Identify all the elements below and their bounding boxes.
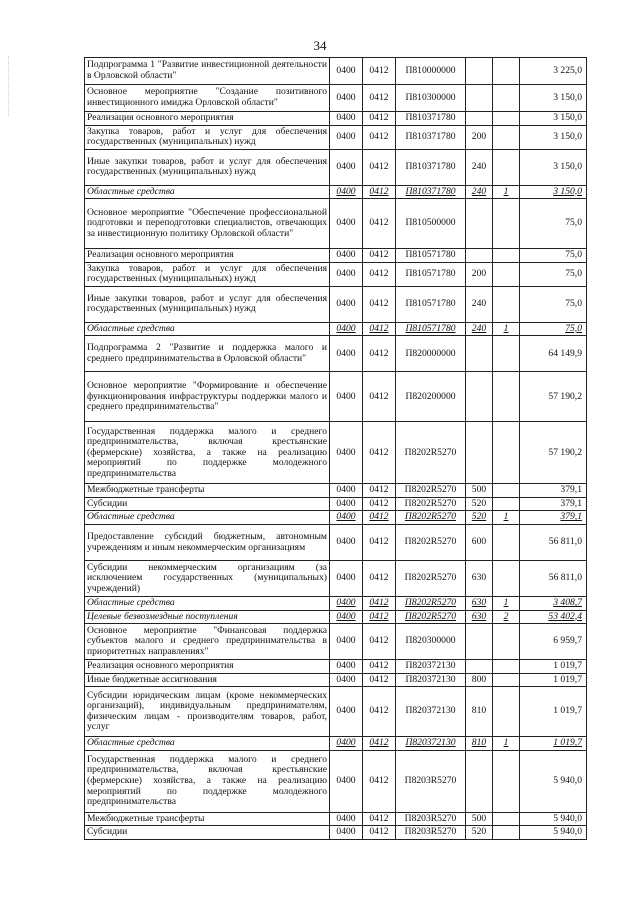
row-expense-type: 520 <box>466 511 493 525</box>
row-amount: 53 402,4 <box>520 610 587 624</box>
row-name: Реализация основного мероприятия <box>85 112 330 126</box>
row-section-code: 0400 <box>330 597 363 611</box>
row-section-code: 0400 <box>330 85 363 112</box>
row-target-article: П820372130 <box>396 660 466 674</box>
row-funding-source <box>493 125 520 149</box>
row-amount: 5 940,0 <box>520 826 587 840</box>
row-target-article: П8202R5270 <box>396 422 466 484</box>
row-funding-source <box>493 624 520 660</box>
row-amount: 3 150,0 <box>520 185 587 199</box>
row-expense-type: 520 <box>466 497 493 511</box>
row-amount: 379,1 <box>520 497 587 511</box>
row-name: Областные средства <box>85 185 330 199</box>
row-name: Подпрограмма 1 "Развитие инвестиционной деятельности в Орловской области" <box>85 58 330 85</box>
row-funding-source <box>493 336 520 372</box>
row-amount: 75,0 <box>520 262 587 286</box>
row-subsection-code: 0412 <box>363 484 396 498</box>
row-section-code: 0400 <box>330 249 363 263</box>
row-amount: 75,0 <box>520 249 587 263</box>
row-subsection-code: 0412 <box>363 624 396 660</box>
row-name: Областные средства <box>85 737 330 751</box>
row-amount: 379,1 <box>520 484 587 498</box>
table-row <box>85 673 587 687</box>
row-name: Субсидии <box>85 497 330 511</box>
row-subsection-code: 0412 <box>363 812 396 826</box>
row-expense-type: 500 <box>466 484 493 498</box>
row-funding-source <box>493 58 520 85</box>
row-funding-source <box>493 673 520 687</box>
row-funding-source: 1 <box>493 511 520 525</box>
row-target-article: П8202R5270 <box>396 511 466 525</box>
row-section-code: 0400 <box>330 322 363 336</box>
row-subsection-code: 0412 <box>363 497 396 511</box>
row-amount: 1 019,7 <box>520 687 587 737</box>
row-funding-source: 1 <box>493 737 520 751</box>
row-target-article: П810571780 <box>396 249 466 263</box>
row-target-article: П810571780 <box>396 322 466 336</box>
row-subsection-code: 0412 <box>363 422 396 484</box>
row-target-article: П810500000 <box>396 199 466 249</box>
row-name: Иные бюджетные ассигнования <box>85 673 330 687</box>
row-amount: 6 959,7 <box>520 624 587 660</box>
row-target-article: П8202R5270 <box>396 610 466 624</box>
table-row <box>85 750 587 812</box>
table-row <box>85 660 587 674</box>
row-expense-type: 630 <box>466 597 493 611</box>
row-section-code: 0400 <box>330 199 363 249</box>
row-amount: 75,0 <box>520 199 587 249</box>
row-funding-source <box>493 249 520 263</box>
budget-table-body <box>85 58 587 840</box>
row-amount: 379,1 <box>520 511 587 525</box>
table-row <box>85 624 587 660</box>
row-amount: 5 940,0 <box>520 750 587 812</box>
row-amount: 64 149,9 <box>520 336 587 372</box>
table-row <box>85 687 587 737</box>
row-expense-type <box>466 112 493 126</box>
row-target-article: П810371780 <box>396 112 466 126</box>
row-section-code: 0400 <box>330 112 363 126</box>
row-amount: 3 225,0 <box>520 58 587 85</box>
table-row <box>85 199 587 249</box>
row-expense-type <box>466 249 493 263</box>
row-target-article: П8203R5270 <box>396 812 466 826</box>
row-amount: 1 019,7 <box>520 673 587 687</box>
row-expense-type: 810 <box>466 687 493 737</box>
row-subsection-code: 0412 <box>363 336 396 372</box>
row-name: Государственная поддержка малого и среднего предпринимательства, включая крестьянские (фермерские) хозяйства, а также на реализацию мероприятий по поддержке молодежного предпринимательства <box>85 750 330 812</box>
row-subsection-code: 0412 <box>363 372 396 422</box>
row-expense-type <box>466 624 493 660</box>
row-target-article: П820000000 <box>396 336 466 372</box>
row-name: Предоставление субсидий бюджетным, автономным учреждениям и иным некоммерческим организациям <box>85 525 330 561</box>
row-funding-source: 1 <box>493 322 520 336</box>
row-funding-source <box>493 525 520 561</box>
row-amount: 3 150,0 <box>520 125 587 149</box>
row-expense-type: 240 <box>466 185 493 199</box>
row-amount: 57 190,2 <box>520 422 587 484</box>
row-amount: 56 811,0 <box>520 561 587 597</box>
row-funding-source <box>493 262 520 286</box>
row-funding-source <box>493 112 520 126</box>
row-subsection-code: 0412 <box>363 112 396 126</box>
row-section-code: 0400 <box>330 660 363 674</box>
row-name: Субсидии юридическим лицам (кроме некоммерческих организаций), индивидуальным предпринимателям, физическим лицам - производителям товаров, работ, услуг <box>85 687 330 737</box>
row-section-code: 0400 <box>330 422 363 484</box>
table-row <box>85 185 587 199</box>
row-section-code: 0400 <box>330 149 363 185</box>
table-row <box>85 525 587 561</box>
row-subsection-code: 0412 <box>363 511 396 525</box>
row-subsection-code: 0412 <box>363 673 396 687</box>
row-target-article: П8203R5270 <box>396 750 466 812</box>
row-expense-type <box>466 199 493 249</box>
row-target-article: П810371780 <box>396 185 466 199</box>
row-subsection-code: 0412 <box>363 286 396 322</box>
row-funding-source: 1 <box>493 185 520 199</box>
row-funding-source <box>493 422 520 484</box>
row-name: Закупка товаров, работ и услуг для обеспечения государственных (муниципальных) нужд <box>85 262 330 286</box>
row-section-code: 0400 <box>330 525 363 561</box>
row-expense-type: 200 <box>466 125 493 149</box>
row-section-code: 0400 <box>330 750 363 812</box>
row-section-code: 0400 <box>330 286 363 322</box>
row-name: Областные средства <box>85 511 330 525</box>
table-row <box>85 112 587 126</box>
row-name: Реализация основного мероприятия <box>85 249 330 263</box>
table-row <box>85 422 587 484</box>
row-funding-source: 2 <box>493 610 520 624</box>
row-section-code: 0400 <box>330 484 363 498</box>
scan-margin-mark <box>8 56 12 116</box>
row-section-code: 0400 <box>330 826 363 840</box>
row-amount: 3 150,0 <box>520 85 587 112</box>
row-amount: 75,0 <box>520 322 587 336</box>
row-name: Субсидии <box>85 826 330 840</box>
row-section-code: 0400 <box>330 673 363 687</box>
row-expense-type: 800 <box>466 673 493 687</box>
row-expense-type <box>466 336 493 372</box>
row-funding-source <box>493 484 520 498</box>
row-name: Областные средства <box>85 597 330 611</box>
table-row <box>85 497 587 511</box>
row-name: Основное мероприятие "Финансовая поддержка субъектов малого и среднего предпринимательства в приоритетных направлениях" <box>85 624 330 660</box>
row-amount: 3 408,7 <box>520 597 587 611</box>
row-target-article: П820200000 <box>396 372 466 422</box>
row-section-code: 0400 <box>330 262 363 286</box>
row-target-article: П810571780 <box>396 262 466 286</box>
budget-table <box>84 57 587 840</box>
table-row <box>85 610 587 624</box>
row-section-code: 0400 <box>330 561 363 597</box>
row-expense-type <box>466 58 493 85</box>
row-section-code: 0400 <box>330 812 363 826</box>
row-section-code: 0400 <box>330 624 363 660</box>
row-funding-source <box>493 85 520 112</box>
row-target-article: П8203R5270 <box>396 826 466 840</box>
table-row <box>85 58 587 85</box>
row-subsection-code: 0412 <box>363 660 396 674</box>
row-name: Иные закупки товаров, работ и услуг для обеспечения государственных (муниципальных) нужд <box>85 286 330 322</box>
row-target-article: П820372130 <box>396 687 466 737</box>
table-row <box>85 125 587 149</box>
row-funding-source <box>493 687 520 737</box>
row-target-article: П8202R5270 <box>396 597 466 611</box>
row-subsection-code: 0412 <box>363 525 396 561</box>
row-name: Подпрограмма 2 "Развитие и поддержка малого и среднего предпринимательства в Орловской области" <box>85 336 330 372</box>
row-funding-source <box>493 561 520 597</box>
row-name: Областные средства <box>85 322 330 336</box>
table-row <box>85 826 587 840</box>
row-subsection-code: 0412 <box>363 125 396 149</box>
row-expense-type <box>466 422 493 484</box>
row-expense-type <box>466 372 493 422</box>
row-section-code: 0400 <box>330 125 363 149</box>
row-target-article: П810300000 <box>396 85 466 112</box>
row-subsection-code: 0412 <box>363 750 396 812</box>
row-funding-source <box>493 812 520 826</box>
row-target-article: П8202R5270 <box>396 561 466 597</box>
row-target-article: П8202R5270 <box>396 484 466 498</box>
table-row <box>85 561 587 597</box>
table-row <box>85 372 587 422</box>
row-target-article: П820372130 <box>396 737 466 751</box>
row-funding-source <box>493 497 520 511</box>
row-section-code: 0400 <box>330 336 363 372</box>
row-funding-source <box>493 660 520 674</box>
table-row <box>85 262 587 286</box>
table-row <box>85 484 587 498</box>
row-section-code: 0400 <box>330 185 363 199</box>
table-row <box>85 85 587 112</box>
row-expense-type: 630 <box>466 610 493 624</box>
row-expense-type <box>466 660 493 674</box>
row-target-article: П810000000 <box>396 58 466 85</box>
row-name: Целевые безвозмездные поступления <box>85 610 330 624</box>
row-expense-type: 240 <box>466 322 493 336</box>
row-target-article: П8202R5270 <box>396 525 466 561</box>
row-expense-type: 500 <box>466 812 493 826</box>
row-subsection-code: 0412 <box>363 322 396 336</box>
row-target-article: П8202R5270 <box>396 497 466 511</box>
row-funding-source <box>493 750 520 812</box>
row-expense-type: 600 <box>466 525 493 561</box>
row-subsection-code: 0412 <box>363 262 396 286</box>
row-name: Основное мероприятие "Формирование и обеспечение функционирования инфраструктуры поддержки малого и среднего предпринимательства" <box>85 372 330 422</box>
row-expense-type: 200 <box>466 262 493 286</box>
row-amount: 3 150,0 <box>520 112 587 126</box>
row-expense-type: 240 <box>466 286 493 322</box>
row-section-code: 0400 <box>330 511 363 525</box>
row-amount: 75,0 <box>520 286 587 322</box>
row-name: Межбюджетные трансферты <box>85 812 330 826</box>
row-subsection-code: 0412 <box>363 85 396 112</box>
row-funding-source <box>493 149 520 185</box>
row-target-article: П810571780 <box>396 286 466 322</box>
table-row <box>85 812 587 826</box>
row-expense-type: 520 <box>466 826 493 840</box>
row-section-code: 0400 <box>330 58 363 85</box>
row-amount: 3 150,0 <box>520 149 587 185</box>
row-subsection-code: 0412 <box>363 58 396 85</box>
row-funding-source <box>493 826 520 840</box>
row-section-code: 0400 <box>330 610 363 624</box>
row-expense-type: 810 <box>466 737 493 751</box>
row-amount: 5 940,0 <box>520 812 587 826</box>
table-row <box>85 597 587 611</box>
row-amount: 1 019,7 <box>520 660 587 674</box>
row-name: Закупка товаров, работ и услуг для обеспечения государственных (муниципальных) нужд <box>85 125 330 149</box>
table-row <box>85 322 587 336</box>
row-target-article: П810371780 <box>396 125 466 149</box>
row-subsection-code: 0412 <box>363 185 396 199</box>
row-expense-type: 630 <box>466 561 493 597</box>
row-subsection-code: 0412 <box>363 737 396 751</box>
row-amount: 57 190,2 <box>520 372 587 422</box>
row-funding-source <box>493 286 520 322</box>
table-row <box>85 511 587 525</box>
row-subsection-code: 0412 <box>363 199 396 249</box>
table-row <box>85 149 587 185</box>
row-subsection-code: 0412 <box>363 249 396 263</box>
row-name: Субсидии некоммерческим организациям (за исключением государственных (муниципальных) учреждений) <box>85 561 330 597</box>
row-funding-source <box>493 372 520 422</box>
row-name: Государственная поддержка малого и среднего предпринимательства, включая крестьянские (фермерские) хозяйства, а также на реализацию мероприятий по поддержке молодежного предпринимательства <box>85 422 330 484</box>
row-name: Основное мероприятие "Обеспечение профессиональной подготовки и переподготовки специалистов, отвечающих за инвестиционную политику Орловской области" <box>85 199 330 249</box>
row-name: Иные закупки товаров, работ и услуг для обеспечения государственных (муниципальных) нужд <box>85 149 330 185</box>
row-section-code: 0400 <box>330 372 363 422</box>
row-target-article: П810371780 <box>396 149 466 185</box>
row-amount: 1 019,7 <box>520 737 587 751</box>
row-funding-source <box>493 199 520 249</box>
row-expense-type <box>466 750 493 812</box>
row-section-code: 0400 <box>330 687 363 737</box>
table-row <box>85 286 587 322</box>
row-funding-source: 1 <box>493 597 520 611</box>
table-row <box>85 336 587 372</box>
row-subsection-code: 0412 <box>363 561 396 597</box>
row-subsection-code: 0412 <box>363 597 396 611</box>
row-name: Межбюджетные трансферты <box>85 484 330 498</box>
row-expense-type <box>466 85 493 112</box>
row-subsection-code: 0412 <box>363 826 396 840</box>
row-subsection-code: 0412 <box>363 610 396 624</box>
row-expense-type: 240 <box>466 149 493 185</box>
row-amount: 56 811,0 <box>520 525 587 561</box>
row-section-code: 0400 <box>330 737 363 751</box>
page-number: 34 <box>313 38 327 53</box>
row-name: Основное мероприятие "Создание позитивного инвестиционного имиджа Орловской области" <box>85 85 330 112</box>
row-target-article: П820300000 <box>396 624 466 660</box>
table-row <box>85 249 587 263</box>
row-name: Реализация основного мероприятия <box>85 660 330 674</box>
row-subsection-code: 0412 <box>363 687 396 737</box>
row-section-code: 0400 <box>330 497 363 511</box>
row-target-article: П820372130 <box>396 673 466 687</box>
table-row <box>85 737 587 751</box>
row-subsection-code: 0412 <box>363 149 396 185</box>
